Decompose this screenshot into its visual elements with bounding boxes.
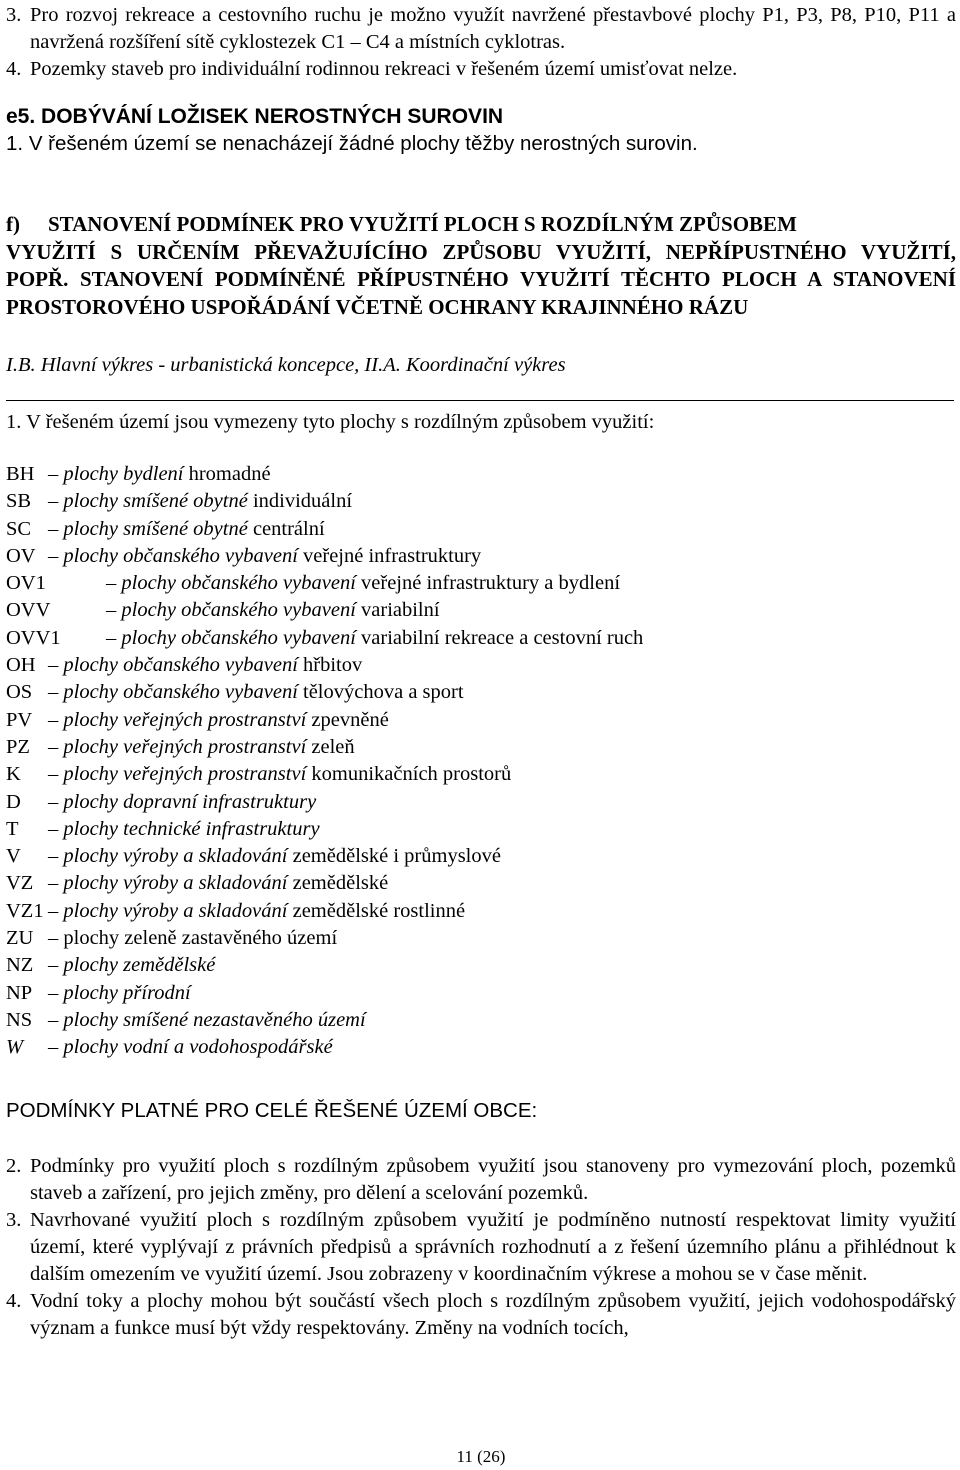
area-type-italic: plochy veřejných prostranství bbox=[63, 708, 307, 731]
area-type-detail: centrální bbox=[252, 517, 325, 540]
area-code-row bbox=[6, 816, 643, 843]
area-code: OV bbox=[6, 544, 36, 567]
item-number: 3. bbox=[6, 1209, 22, 1231]
area-code: VZ1 bbox=[6, 899, 44, 922]
area-type-italic: plochy smíšené obytné bbox=[63, 490, 248, 513]
area-type-italic: plochy občanského vybavení bbox=[121, 572, 356, 595]
area-type-italic: plochy veřejných prostranství bbox=[63, 735, 307, 758]
item-number: 4. bbox=[6, 58, 22, 80]
area-code-dash: – bbox=[48, 681, 59, 704]
area-code-dash: – bbox=[48, 872, 59, 895]
area-code-dash: – bbox=[106, 572, 117, 595]
area-code-dash: – bbox=[48, 517, 59, 540]
area-code-dash: – bbox=[48, 1036, 59, 1059]
area-code: PZ bbox=[6, 735, 30, 758]
area-code: V bbox=[6, 845, 21, 868]
area-code-row bbox=[6, 461, 643, 488]
area-code-row bbox=[6, 597, 643, 624]
area-code: W bbox=[6, 1036, 24, 1059]
intro-text: 1. V řešeném území jsou vymezeny tyto plochy s rozdílným způsobem využití: bbox=[6, 411, 655, 433]
area-code-dash: – bbox=[48, 845, 59, 868]
area-code: PV bbox=[6, 708, 33, 731]
area-code-dash: – bbox=[48, 490, 59, 513]
item-text: Pro rozvoj rekreace a cestovního ruchu je možno využít navržené přestavbové plochy P1, P3, P8, P10, P11 a navržená rozšíření sítě cyklostezek C1 – C4 a místních cyklotras. bbox=[30, 4, 956, 53]
area-code: OV1 bbox=[6, 572, 46, 595]
area-type-detail: zeleň bbox=[311, 735, 355, 758]
list-item bbox=[6, 1288, 956, 1342]
area-code-row bbox=[6, 734, 643, 761]
area-type-italic: plochy technické infrastruktury bbox=[63, 817, 320, 840]
area-code: OS bbox=[6, 681, 33, 704]
area-type-detail: variabilní bbox=[361, 599, 440, 622]
area-code-row bbox=[6, 488, 643, 515]
area-type-detail: zemědělské rostlinné bbox=[292, 899, 466, 922]
area-type-italic: plochy smíšené obytné bbox=[63, 517, 248, 540]
item-text: Pozemky staveb pro individuální rodinnou rekreaci v řešeném území umisťovat nelze. bbox=[30, 58, 738, 80]
area-code: OVV bbox=[6, 599, 51, 622]
area-code: OVV1 bbox=[6, 626, 61, 649]
area-code-row bbox=[6, 789, 643, 816]
area-code-row bbox=[6, 870, 643, 897]
area-code-row bbox=[6, 761, 643, 788]
conditions-title: PODMÍNKY PLATNÉ PRO CELÉ ŘEŠENÉ ÚZEMÍ OBCE: bbox=[6, 1099, 538, 1122]
area-type-italic: plochy smíšené nezastavěného území bbox=[63, 1008, 366, 1031]
area-code-dash: – bbox=[48, 544, 59, 567]
area-type-italic: plochy zemědělské bbox=[63, 954, 216, 977]
area-code: T bbox=[6, 817, 19, 840]
area-code-row bbox=[6, 1007, 643, 1034]
area-code: ZU bbox=[6, 927, 34, 950]
area-type-italic: plochy občanského vybavení bbox=[121, 626, 356, 649]
area-type-detail: zemědělské bbox=[292, 872, 389, 895]
area-type-italic: plochy bydlení bbox=[63, 463, 184, 485]
area-code-row bbox=[6, 898, 643, 925]
divider-rule bbox=[6, 400, 954, 401]
area-code: NP bbox=[6, 981, 33, 1004]
area-type-detail: individuální bbox=[252, 490, 353, 513]
top-numbered-list bbox=[6, 2, 956, 83]
item-number: 4. bbox=[6, 1290, 22, 1312]
area-code-dash: – bbox=[48, 899, 59, 922]
area-code-dash: – bbox=[48, 654, 59, 677]
area-code-dash: – bbox=[48, 954, 59, 977]
section-heading-f bbox=[6, 211, 956, 321]
area-code-dash: – bbox=[106, 599, 117, 622]
list-item bbox=[6, 1153, 956, 1207]
heading-continuation: VYUŽITÍ S URČENÍM PŘEVAŽUJÍCÍHO ZPŮSOBU VYUŽITÍ, NEPŘÍPUSTNÉHO VYUŽITÍ, POPŘ. STANOVENÍ PODMÍNĚNÉ PŘÍPUSTNÉHO VYUŽITÍ TĚCHTO PLOCH A STANOVENÍ PROSTOROVÉHO USPOŘÁDÁNÍ VČETNĚ OCHRANY KRAJINNÉHO RÁZU bbox=[6, 239, 956, 319]
section-heading-e5: e5. DOBÝVÁNÍ LOŽISEK NEROSTNÝCH SUROVIN bbox=[6, 105, 504, 128]
list-item bbox=[6, 1207, 956, 1288]
area-code-row bbox=[6, 980, 643, 1007]
item-number: 1. bbox=[6, 132, 24, 155]
area-code-row bbox=[6, 625, 643, 652]
area-code: OH bbox=[6, 654, 36, 677]
area-type-italic: plochy občanského vybavení bbox=[63, 654, 298, 677]
area-type-italic: plochy veřejných prostranství bbox=[63, 763, 307, 786]
area-type-detail: hromadné bbox=[188, 463, 271, 485]
area-code-row bbox=[6, 570, 643, 597]
area-type-detail: zemědělské i průmyslové bbox=[292, 845, 501, 868]
area-code: K bbox=[6, 763, 21, 786]
item-number: 3. bbox=[6, 4, 22, 26]
heading-line-1: STANOVENÍ PODMÍNEK PRO VYUŽITÍ PLOCH S ROZDÍLNÝM ZPŮSOBEM bbox=[48, 212, 797, 236]
area-code-row bbox=[6, 679, 643, 706]
section-e5-item bbox=[6, 130, 698, 157]
area-code: SC bbox=[6, 517, 32, 540]
area-code-dash: – bbox=[106, 626, 117, 649]
area-type-detail: plochy zeleně zastavěného území bbox=[63, 927, 338, 950]
area-type-italic: plochy výroby a skladování bbox=[63, 872, 288, 895]
item-text: V řešeném území se nenacházejí žádné plochy těžby nerostných surovin. bbox=[28, 132, 698, 155]
list-item bbox=[6, 56, 956, 83]
section-label: f) bbox=[6, 212, 20, 236]
area-code-row bbox=[6, 707, 643, 734]
area-code-dash: – bbox=[48, 708, 59, 731]
area-type-detail: variabilní rekreace a cestovní ruch bbox=[361, 626, 644, 649]
area-code-row bbox=[6, 543, 643, 570]
references-line: I.B. Hlavní výkres - urbanistická koncepce, II.A. Koordinační výkres bbox=[6, 354, 566, 376]
area-code-row bbox=[6, 1034, 643, 1061]
area-code-row bbox=[6, 652, 643, 679]
area-type-detail: komunikačních prostorů bbox=[311, 763, 512, 786]
area-type-italic: plochy občanského vybavení bbox=[121, 599, 356, 622]
item-text: Navrhované využití ploch s rozdílným způsobem využití je podmíněno nutností respektovat limity využití území, které vyplývají z právních předpisů a správních rozhodnutí a z řešení územního plánu a přihlédnout k dalším omezením ve využití území. Jsou zobrazeny v koordinačním výkrese a mohou se v čase měnit. bbox=[30, 1209, 956, 1285]
area-type-italic: plochy výroby a skladování bbox=[63, 845, 288, 868]
area-code-dash: – bbox=[48, 790, 59, 813]
area-code: NZ bbox=[6, 954, 34, 977]
area-type-detail: hřbitov bbox=[303, 654, 363, 677]
item-text: Vodní toky a plochy mohou být součástí všech ploch s rozdílným způsobem využití, jejich vodohospodářský význam a funkce musí být vždy respektovány. Změny na vodních tocích, bbox=[30, 1290, 956, 1339]
area-type-detail: veřejné infrastruktury bbox=[303, 544, 482, 567]
area-code-dash: – bbox=[48, 927, 59, 950]
area-code: VZ bbox=[6, 872, 34, 895]
area-code: D bbox=[6, 790, 21, 813]
list-item bbox=[6, 2, 956, 56]
area-type-italic: plochy přírodní bbox=[63, 981, 191, 1004]
area-type-detail: veřejné infrastruktury a bydlení bbox=[361, 572, 621, 595]
area-code-row bbox=[6, 925, 643, 952]
area-code-row bbox=[6, 516, 643, 543]
area-type-italic: plochy občanského vybavení bbox=[63, 681, 298, 704]
area-code: NS bbox=[6, 1008, 33, 1031]
area-code: BH bbox=[6, 463, 35, 485]
area-code-dash: – bbox=[48, 463, 59, 485]
area-code-row bbox=[6, 952, 643, 979]
area-type-italic: plochy dopravní infrastruktury bbox=[63, 790, 317, 813]
area-code-row bbox=[6, 843, 643, 870]
area-code: SB bbox=[6, 490, 32, 513]
area-code-dash: – bbox=[48, 1008, 59, 1031]
item-text: Podmínky pro využití ploch s rozdílným způsobem využití jsou stanoveny pro vymezování ploch, pozemků staveb a zařízení, pro jejich změny, pro dělení a scelování pozemků. bbox=[30, 1155, 956, 1204]
area-code-dash: – bbox=[48, 981, 59, 1004]
area-code-dash: – bbox=[48, 817, 59, 840]
page-number: 11 (26) bbox=[456, 1447, 506, 1466]
area-code-list bbox=[6, 461, 643, 1062]
area-type-detail: zpevněné bbox=[311, 708, 389, 731]
area-type-italic: plochy vodní a vodohospodářské bbox=[63, 1036, 333, 1059]
area-code-dash: – bbox=[48, 735, 59, 758]
area-type-italic: plochy výroby a skladování bbox=[63, 899, 288, 922]
conditions-list bbox=[6, 1153, 956, 1342]
area-type-italic: plochy občanského vybavení bbox=[63, 544, 298, 567]
area-type-detail: tělovýchova a sport bbox=[303, 681, 464, 704]
item-number: 2. bbox=[6, 1155, 22, 1177]
area-code-dash: – bbox=[48, 763, 59, 786]
